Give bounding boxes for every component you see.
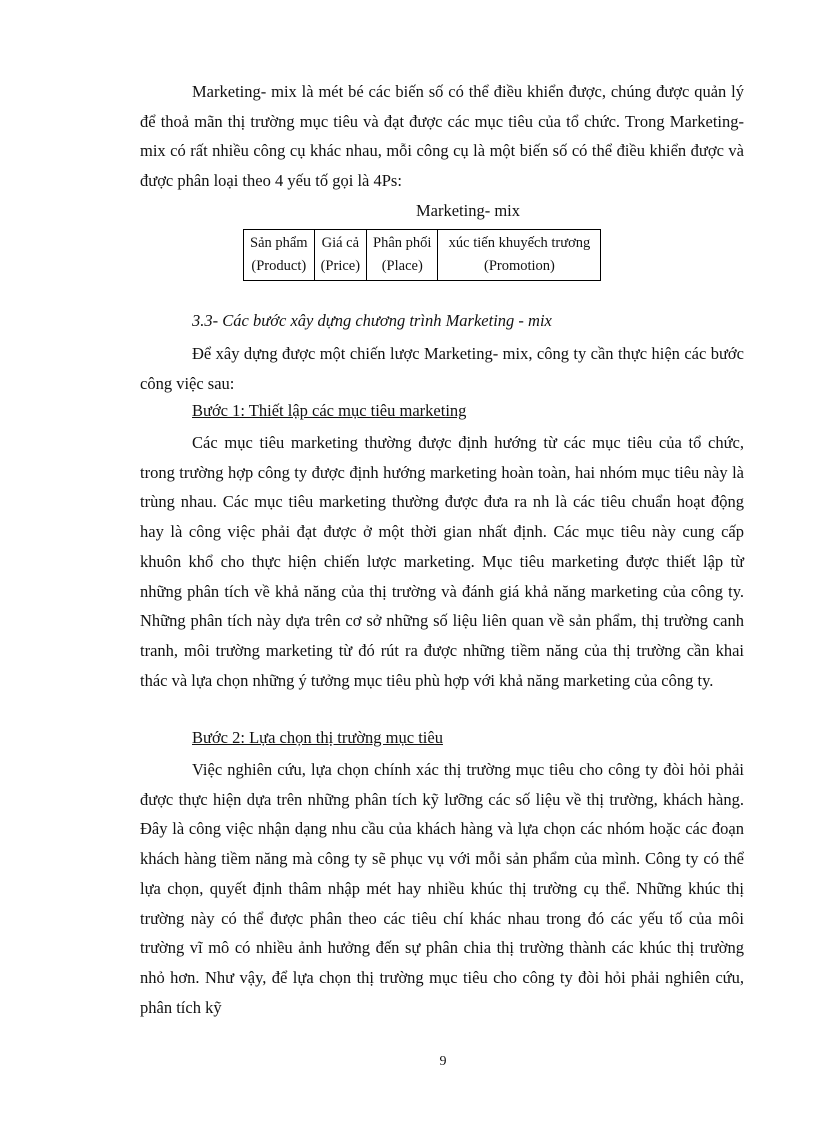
intro-paragraph: Marketing- mix là mét bé các biến số có thể điều khiển được, chúng được quản lý để thoả mãn thị trường mục tiêu và đạt được các mục tiêu của tổ chức. Trong Marketing- mix có rất nhiều công cụ khác nhau, mỗi công cụ là một biến số có thể điều khiển được và được phân loại theo 4 yếu tố gọi là 4Ps: [140,82,744,191]
step1-title: Bước 1: Thiết lập các mục tiêu marketing [192,401,467,420]
step2-body: Việc nghiên cứu, lựa chọn chính xác thị trường mục tiêu cho công ty đòi hỏi phải được thực hiện dựa trên những phân tích kỹ lưỡng các số liệu về thị trường, khách hàng. Đây là công việc nhận dạng nhu cầu của khách hàng và lựa chọn các nhóm hoặc các đoạn khách hàng tiềm năng mà công ty sẽ phục vụ với mỗi sản phẩm của mình. Công ty có thể lựa chọn, quyết định thâm nhập mét hay nhiều khúc thị trường cụ thể. Những khúc thị trường này có thể được phân theo các tiêu chí khác nhau trong đó các yếu tố của môi trường vĩ mô có nhiều ảnh hưởng đến sự phân chia thị trường thành các khúc thị trường nhỏ hơn. Như vậy, để lựa chọn thị trường mục tiêu cho công ty đòi hỏi phải nghiên cứu, phân tích kỹ [140,760,744,1017]
cell-sublabel: (Product) [251,258,307,274]
page-number: 9 [439,1054,447,1069]
cell-label: Giá cả [321,235,360,251]
step2-title: Bước 2: Lựa chọn thị trường mục tiêu [192,728,443,747]
mix-cell-product [244,230,315,281]
mix-cell-place [367,230,438,281]
mix-table-title: Marketing- mix [415,201,521,220]
cell-label: Phân phối [373,235,432,251]
cell-sublabel: (Place) [381,258,423,274]
cell-label: xúc tiến khuyếch trương [448,235,591,251]
section-heading: 3.3- Các bước xây dựng chương trình Marketing - mix [192,311,552,330]
mix-cell-price [314,230,366,281]
section-intro: Để xây dựng được một chiến lược Marketing- mix, công ty cần thực hiện các bước công việc sau: [140,344,744,393]
table-row [244,230,601,281]
cell-sublabel: (Price) [320,258,361,274]
cell-label: Sản phẩm [250,235,308,251]
step1-body: Các mục tiêu marketing thường được định hướng từ các mục tiêu của tổ chức, trong trường hợp công ty được định hướng marketing hoàn toàn, hai nhóm mục tiêu này là trùng nhau. Các mục tiêu marketing thường được đưa ra nh là các tiêu chuẩn hoạt động hay là công việc phải đạt được ở một thời gian nhất định. Các mục tiêu này cung cấp khuôn khổ cho thực hiện chiến lược marketing. Mục tiêu marketing được thiết lập từ những phân tích về khả năng của thị trường và đánh giá khả năng marketing của công ty. Những phân tích này dựa trên cơ sở những số liệu liên quan về sản phẩm, thị trường canh tranh, môi trường marketing từ đó rút ra được những tiềm năng của thị trường cần khai thác và lựa chọn những ý tưởng mục tiêu phù hợp với khả năng marketing của công ty. [140,433,744,690]
mix-cell-promotion [438,230,601,281]
marketing-mix-table [243,229,601,281]
cell-sublabel: (Promotion) [484,258,555,274]
